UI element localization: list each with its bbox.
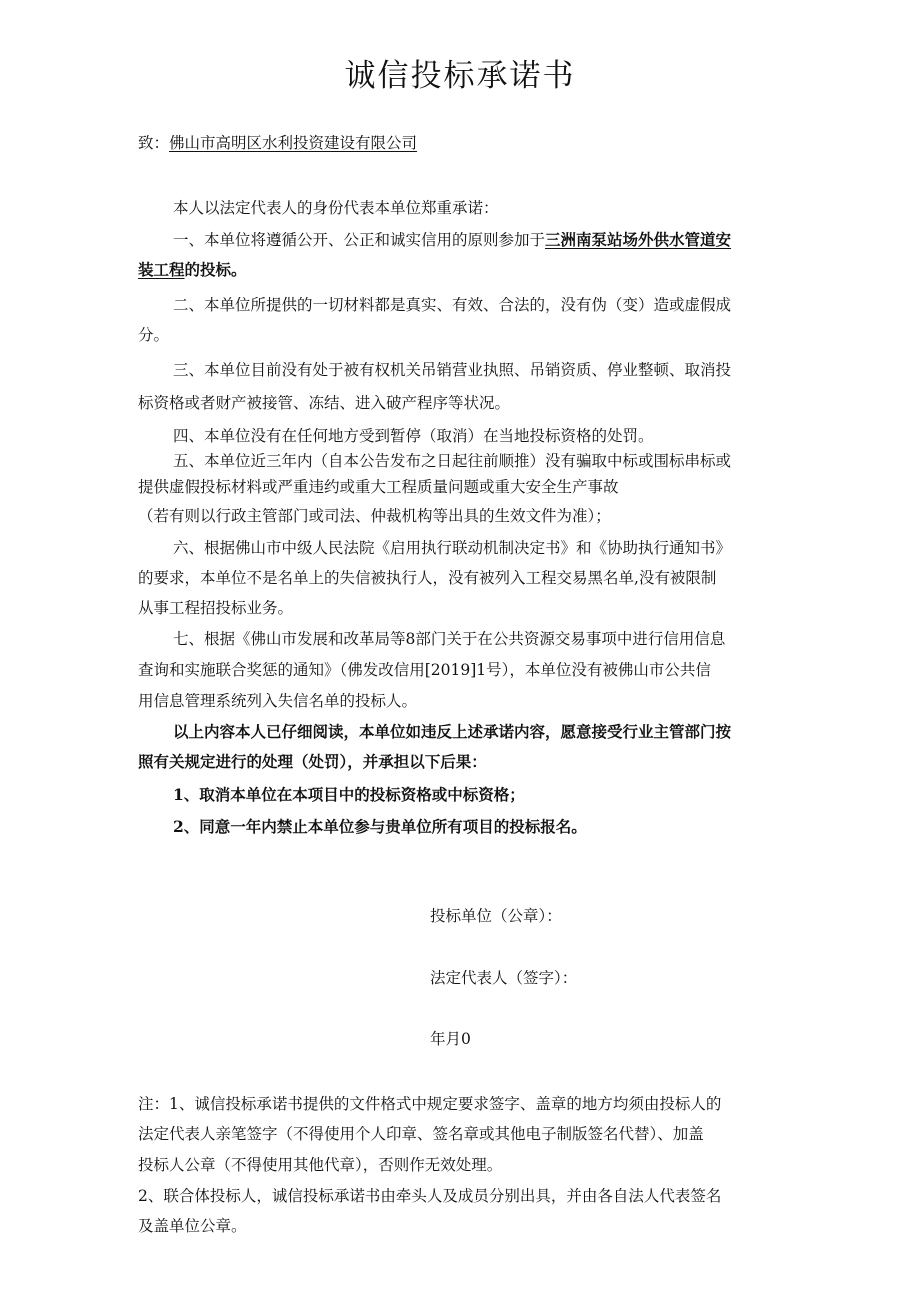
clause-6-line-1: 六、根据佛山市中级人民法院《启用执行联动机制决定书》和《协助执行通知书》: [173, 539, 732, 557]
clause-7-line-3: 用信息管理系统列入失信名单的投标人。: [138, 692, 418, 710]
clause-1-text: 一、本单位将遵循公开、公正和诚实信用的原则参加于: [173, 231, 546, 249]
signature-date: 年月0: [430, 1030, 471, 1048]
clause-1-end: 的投标。: [184, 260, 247, 279]
clause-7-line-1: 七、根据《佛山市发展和改革局等8部门关于在公共资源交易事项中进行信用信息: [173, 630, 726, 648]
clause-7-line-2: 查询和实施联合奖惩的通知》（佛发改信用[2019]1号），本单位没有被佛山市公共信: [138, 661, 711, 679]
clause-6-line-2: 的要求，本单位不是名单上的失信被执行人，没有被列入工程交易黑名单,没有被限制: [138, 569, 717, 587]
clause-5-line-2: 提供虚假投标材料或严重违约或重大工程质量问题或重大安全生产事故: [138, 478, 619, 496]
note-1-line-3: 投标人公章（不得使用其他代章），否则作无效处理。: [138, 1156, 503, 1174]
signature-legal-rep: 法定代表人（签字）：: [430, 969, 578, 987]
consequence-item-2: 2、同意一年内禁止本单位参与贵单位所有项目的投标报名。: [173, 817, 587, 836]
addressee-name: 佛山市高明区水利投资建设有限公司: [169, 134, 418, 152]
project-name-part-2: 装工程: [138, 260, 185, 279]
clause-1-line-1: [173, 229, 731, 251]
clause-5-line-3: （若有则以行政主管部门或司法、仲裁机构等出具的生效文件为准）；: [138, 507, 611, 525]
consequence-line-2: 照有关规定进行的处理（处罚），并承担以下后果：: [138, 752, 487, 771]
document-title: 诚信投标承诺书: [344, 58, 576, 94]
clause-5-line-1: 五、本单位近三年内（自本公告发布之日起往前顺推）没有骗取中标或围标串标或: [173, 452, 732, 470]
clause-6-line-3: 从事工程招投标业务。: [138, 599, 294, 617]
signature-unit-seal: 投标单位（公章）：: [430, 907, 562, 925]
clause-3-line-1: 三、本单位目前没有处于被有权机关吊销营业执照、吊销资质、停业整顿、取消投: [173, 361, 732, 379]
note-2-line-1: 2、联合体投标人，诚信投标承诺书由牵头人及成员分别出具，并由各自法人代表签名: [138, 1187, 722, 1205]
project-name-part-1: 三洲南泵站场外供水管道安: [545, 230, 732, 249]
clause-2-line-1: 二、本单位所提供的一切材料都是真实、有效、合法的，没有伪（变）造或虚假成: [173, 296, 732, 314]
note-1-line-2: 法定代表人亲笔签字（不得使用个人印章、签名章或其他电子制版签名代替）、加盖: [138, 1125, 704, 1143]
clause-1-line-2: [138, 259, 247, 281]
addressee-line: [138, 132, 417, 154]
consequence-line-1: 以上内容本人已仔细阅读，本单位如违反上述承诺内容，愿意接受行业主管部门按: [173, 722, 732, 741]
addressee-prefix: 致：: [138, 134, 170, 152]
consequence-item-1: 1、取消本单位在本项目中的投标资格或中标资格；: [173, 785, 525, 804]
clause-3-line-2: 标资格或者财产被接管、冻结、进入破产程序等状况。: [138, 394, 511, 412]
intro-line: 本人以法定代表人的身份代表本单位郑重承诺：: [173, 199, 499, 217]
note-1-line-1: 注：1、诚信投标承诺书提供的文件格式中规定要求签字、盖章的地方均须由投标人的: [138, 1095, 722, 1113]
clause-4-line: 四、本单位没有在任何地方受到暂停（取消）在当地投标资格的处罚。: [173, 427, 654, 445]
note-2-line-2: 及盖单位公章。: [138, 1217, 247, 1235]
clause-2-line-2: 分。: [138, 326, 170, 344]
